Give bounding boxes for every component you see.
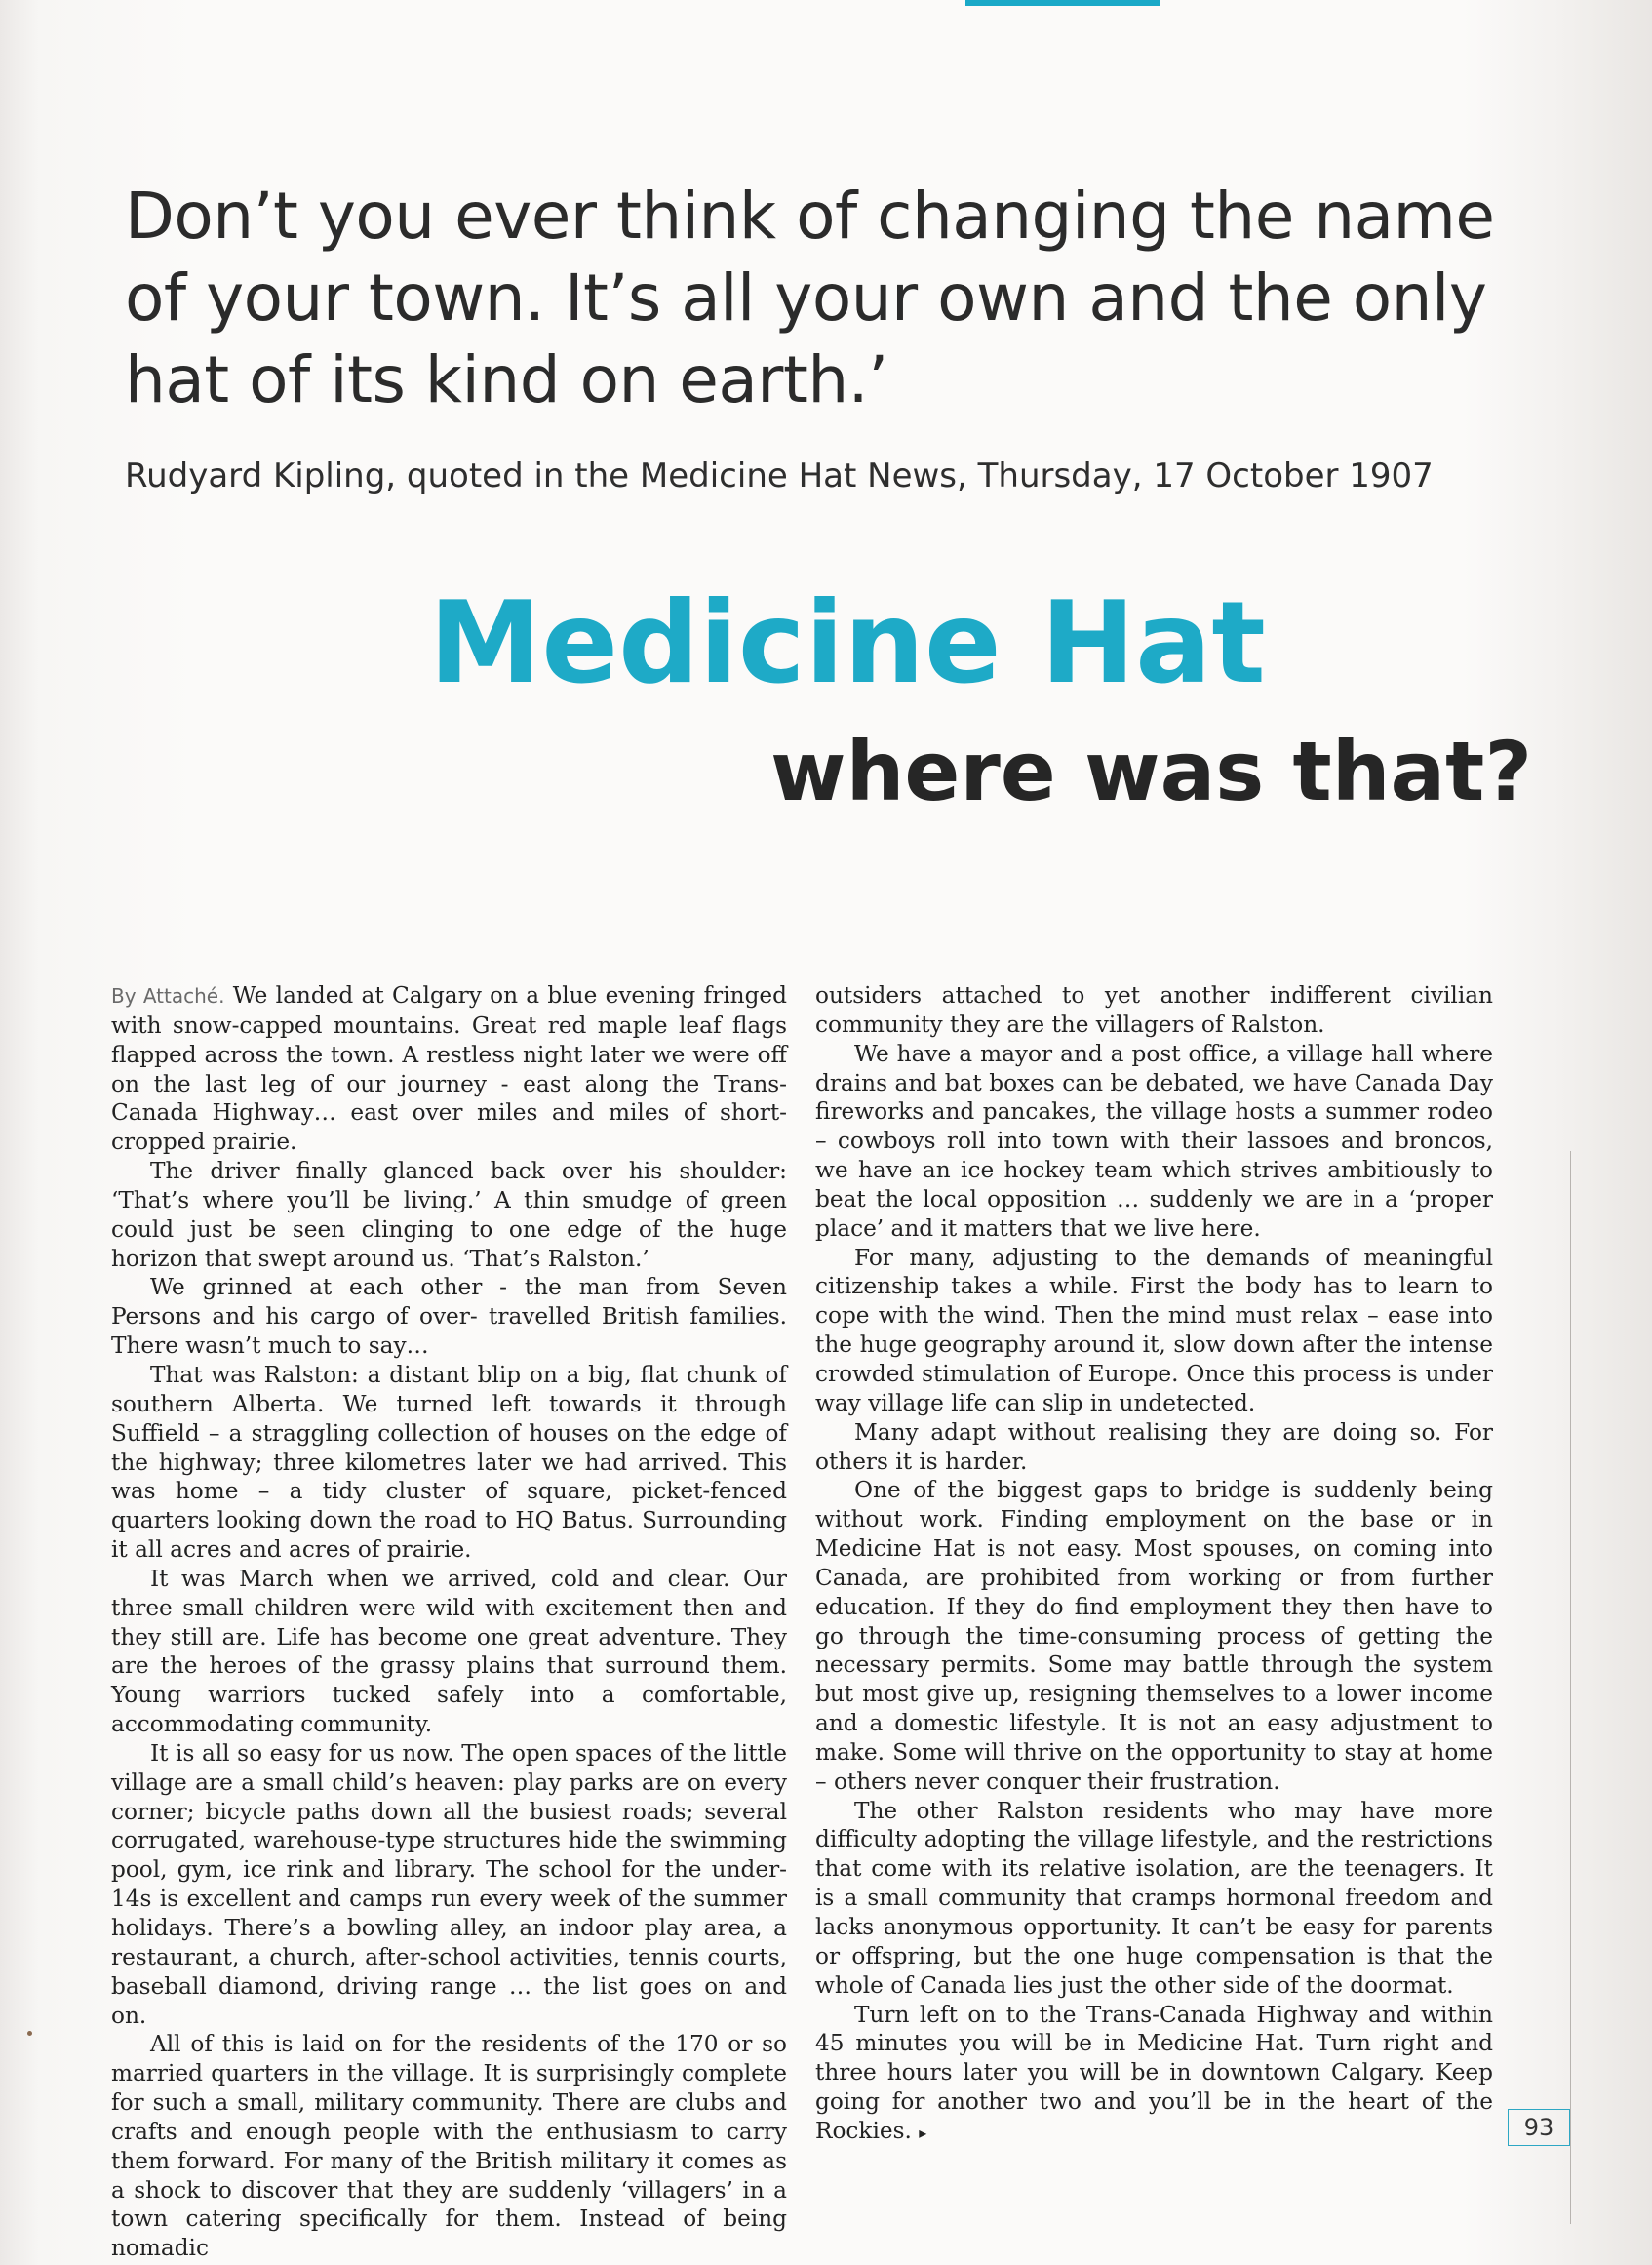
paragraph: By Attaché. We landed at Calgary on a blue evening fringed with snow-capped mountains. Great red maple leaf flags flapped across the town. A restless night later we were off on the last leg of our journey - east along the Trans-Canada Highway… east over miles and miles of short-cropped prairie. <box>111 982 787 1156</box>
paragraph: outsiders attached to yet another indifferent civilian community they are the villagers of Ralston. <box>815 982 1493 1038</box>
byline: By Attaché. <box>111 984 225 1008</box>
continue-arrow-icon: ▸ <box>919 2123 927 2142</box>
paragraph: It was March when we arrived, cold and clear. Our three small children were wild with excitement then and they still are. Life has become one great adventure. They are the heroes of the grassy plains that surround them. Young warriors tucked safely into a comfortable, accommodating community. <box>111 1565 787 1738</box>
paragraph: It is all so easy for us now. The open spaces of the little village are a small child’s heaven: play parks are on every corner; bicycle paths down all the busiest roads; several corrugated, warehouse-type structures hide the swimming pool, gym, ice rink and library. The school for the under-14s is excellent and camps run every week of the summer holidays. There’s a bowling alley, an indoor play area, a restaurant, a church, after-school activities, tennis courts, baseball diamond, driving range … the list goes on and on. <box>111 1739 787 2029</box>
paragraph: For many, adjusting to the demands of meaningful citizenship takes a while. First the body has to learn to cope with the wind. Then the mind must relax – ease into the huge geography around it, slow down after the intense crowded stimulation of Europe. Once this process is under way village life can slip in undetected. <box>815 1244 1493 1416</box>
paper-speck <box>27 2031 32 2036</box>
paragraph: All of this is laid on for the residents of the 170 or so married quarters in the village. It is surprisingly complete for such a small, military community. There are clubs and crafts and enough people with the enthusiasm to carry them forward. For many of the British military it comes as a shock to discover that they are suddenly ‘villagers’ in a town catering specifically for them. Instead of being nomadic <box>111 2031 787 2262</box>
paragraph: One of the biggest gaps to bridge is suddenly being without work. Finding employment on the base or in Medicine Hat is not easy. Most spouses, on coming into Canada, are prohibited from working or from further education. If they do find employment they then have to go through the time-consuming process of getting the necessary permits. Some may battle through the system but most give up, resigning themselves to a lower income and a domestic lifestyle. It is not an easy adjustment to make. Some will thrive on the opportunity to stay at home – others never conquer their frustration. <box>815 1477 1493 1795</box>
paragraph: The other Ralston residents who may have more difficulty adopting the village lifestyle, and the restrictions that come with its relative isolation, are the teenagers. It is a small community that cramps hormonal freedom and lacks anonymous opportunity. It can’t be easy for parents or offspring, but the one huge compensation is that the whole of Canada lies just the other side of the doormat. <box>815 1797 1493 1999</box>
paragraph: We grinned at each other - the man from Seven Persons and his cargo of over- travelled British families. There wasn’t much to say… <box>111 1274 787 1360</box>
top-color-tab <box>965 0 1160 6</box>
paragraph: The driver finally glanced back over his shoulder: ‘That’s where you’ll be living.’ A thin smudge of green could just be seen clinging to one edge of the huge horizon that swept around us. ‘That’s Ralston.’ <box>111 1158 787 1272</box>
paragraph: That was Ralston: a distant blip on a big, flat chunk of southern Alberta. We turned left towards it through Suffield – a straggling collection of houses on the edge of the highway; three kilometres later we had arrived. This was home – a tidy cluster of square, picket-fenced quarters looking down the road to HQ Batus. Surrounding it all acres and acres of prairie. <box>111 1361 787 1564</box>
article-title: Medicine Hat <box>429 577 1266 709</box>
right-margin-rule <box>1570 1151 1571 2224</box>
article-column-left <box>111 981 787 2263</box>
quote-attribution: Rudyard Kipling, quoted in the Medicine Hat News, Thursday, 17 October 1907 <box>125 457 1434 496</box>
paragraph: We have a mayor and a post office, a village hall where drains and bat boxes can be debated, we have Canada Day fireworks and pancakes, the village hosts a summer rodeo – cowboys roll into town with their lassoes and broncos, we have an ice hockey team which strives ambitiously to beat the local opposition … suddenly we are in a ‘proper place’ and it matters that we live here. <box>815 1040 1493 1242</box>
article-column-right <box>815 981 1493 2148</box>
pull-quote: Don’t you ever think of changing the name of your town. It’s all your own and the only hat of its kind on earth.’ <box>125 179 1495 417</box>
paragraph: Turn left on to the Trans-Canada Highway and within 45 minutes you will be in Medicine Hat. Turn right and three hours later you will be in downtown Calgary. Keep going for another two and you’ll be in the heart of the Rockies. ▸ <box>815 2001 1493 2144</box>
article-subtitle: where was that? <box>770 724 1533 819</box>
page-number: 93 <box>1508 2109 1570 2146</box>
paragraph: Many adapt without realising they are doing so. For others it is harder. <box>815 1418 1493 1475</box>
